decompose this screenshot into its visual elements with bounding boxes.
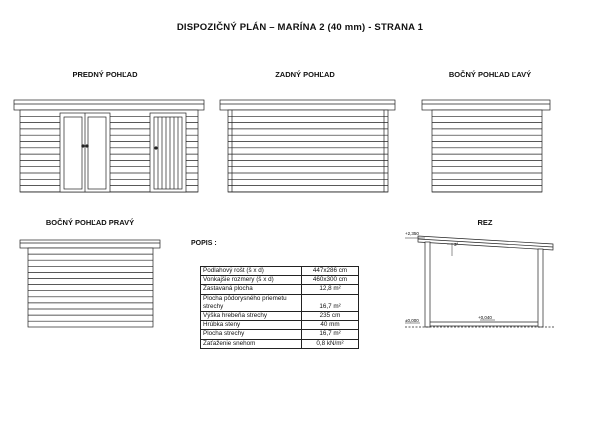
popis-label: POPIS :: [191, 240, 217, 247]
left-side-view-label: BOČNÝ POHĽAD ĽAVÝ: [448, 70, 532, 79]
spec-label: Zaťaženie snehom: [201, 339, 302, 348]
front-view-label: PREDNÝ POHĽAD: [72, 70, 138, 79]
elevation-ground: ±0,000: [405, 318, 419, 323]
spec-row: [201, 294, 359, 311]
right-side-view-label: BOČNÝ POHĽAD PRAVÝ: [45, 218, 135, 227]
spec-label: Plocha pôdorysného priemetu strechy: [201, 294, 302, 311]
section-drawing: [405, 236, 555, 327]
elevation-top: +2,350: [405, 231, 419, 236]
spec-label: Plocha strechy: [201, 330, 302, 339]
elevation-floor: +0,040: [478, 315, 492, 320]
spec-value: 16,7 m²: [302, 294, 359, 311]
spec-row: [201, 267, 359, 276]
spec-row: [201, 312, 359, 321]
spec-label: Zastavaná plocha: [201, 285, 302, 294]
spec-row: [201, 330, 359, 339]
rear-view-label: ZADNÝ POHĽAD: [275, 70, 335, 79]
spec-label: Výška hrebeňa strechy: [201, 312, 302, 321]
spec-value: 40 mm: [302, 321, 359, 330]
single-door: [150, 113, 186, 192]
spec-table: [200, 266, 359, 349]
spec-value: 235 cm: [302, 312, 359, 321]
roof-angle: 3°: [454, 242, 459, 247]
spec-row: [201, 285, 359, 294]
section-view-label: REZ: [477, 218, 493, 227]
spec-value: 460x300 cm: [302, 276, 359, 285]
spec-label: Vonkajšie rozmery (š x d): [201, 276, 302, 285]
spec-row: [201, 276, 359, 285]
spec-label: Hrúbka steny: [201, 321, 302, 330]
right-side-elevation: [20, 240, 160, 327]
spec-value: 12,8 m²: [302, 285, 359, 294]
front-elevation: [14, 100, 204, 192]
page-title: DISPOZIČNÝ PLÁN – MARÍNA 2 (40 mm) - STRANA 1: [176, 22, 424, 33]
left-side-elevation: [422, 100, 550, 192]
spec-row: [201, 339, 359, 348]
spec-row: [201, 321, 359, 330]
rear-elevation: [220, 100, 395, 192]
spec-label: Podlahový rošt (š x d): [201, 267, 302, 276]
spec-value: 16,7 m²: [302, 330, 359, 339]
spec-value: 447x286 cm: [302, 267, 359, 276]
spec-value: 0,8 kN/m²: [302, 339, 359, 348]
